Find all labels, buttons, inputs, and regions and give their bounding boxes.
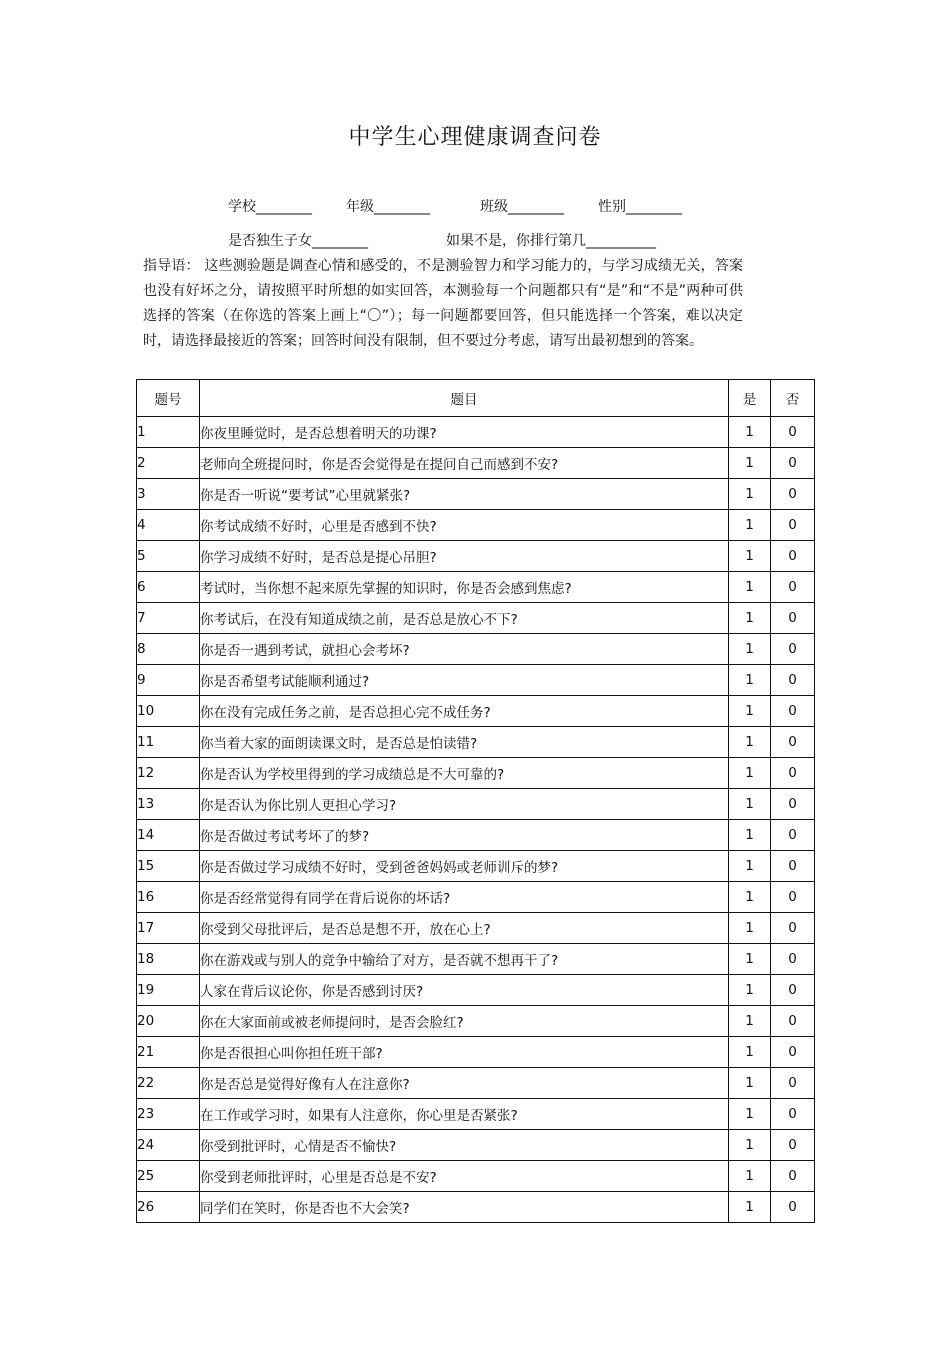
table-row	[137, 1161, 815, 1192]
question-number: 5	[137, 541, 200, 572]
question-number: 21	[137, 1037, 200, 1068]
question-text: 你是否认为学校里得到的学习成绩总是不大可靠的?	[200, 758, 729, 789]
answer-no[interactable]: 0	[771, 1006, 815, 1037]
question-text: 你在大家面前或被老师提问时，是否会脸红?	[200, 1006, 729, 1037]
table-row	[137, 851, 815, 882]
question-number: 22	[137, 1068, 200, 1099]
header-no: 否	[771, 380, 815, 417]
answer-no[interactable]: 0	[771, 510, 815, 541]
question-text: 你是否一遇到考试，就担心会考坏?	[200, 634, 729, 665]
answer-yes[interactable]: 1	[729, 789, 771, 820]
question-text: 考试时，当你想不起来原先掌握的知识时，你是否会感到焦虑?	[200, 572, 729, 603]
question-text: 你是否很担心叫你担任班干部?	[200, 1037, 729, 1068]
answer-no[interactable]: 0	[771, 1068, 815, 1099]
question-number: 2	[137, 448, 200, 479]
question-text: 你是否希望考试能顺利通过?	[200, 665, 729, 696]
birth-rank-field[interactable]: 如果不是，你排行第几__________	[446, 233, 656, 249]
school-field[interactable]: 学校________	[228, 199, 312, 215]
question-number: 20	[137, 1006, 200, 1037]
question-text: 同学们在笑时，你是否也不大会笑?	[200, 1192, 729, 1223]
question-text: 你当着大家的面朗读课文时，是否总是怕读错?	[200, 727, 729, 758]
page-title: 中学生心理健康调查问卷	[348, 125, 602, 150]
header-question: 题目	[200, 380, 729, 417]
answer-yes[interactable]: 1	[729, 975, 771, 1006]
answer-yes[interactable]: 1	[729, 417, 771, 448]
question-text: 你是否经常觉得有同学在背后说你的坏话?	[200, 882, 729, 913]
answer-no[interactable]: 0	[771, 634, 815, 665]
table-row	[137, 1037, 815, 1068]
answer-no[interactable]: 0	[771, 1099, 815, 1130]
class-field[interactable]: 班级________	[480, 199, 564, 215]
question-number: 26	[137, 1192, 200, 1223]
question-number: 19	[137, 975, 200, 1006]
question-text: 你在没有完成任务之前，是否总担心完不成任务?	[200, 696, 729, 727]
question-number: 16	[137, 882, 200, 913]
question-number: 9	[137, 665, 200, 696]
info-row-family	[228, 230, 656, 250]
answer-no[interactable]: 0	[771, 758, 815, 789]
table-row	[137, 882, 815, 913]
question-text: 你学习成绩不好时，是否总是提心吊胆?	[200, 541, 729, 572]
header-number: 题号	[137, 380, 200, 417]
table-row	[137, 1068, 815, 1099]
question-text: 你是否做过学习成绩不好时，受到爸爸妈妈或老师训斥的梦?	[200, 851, 729, 882]
answer-no[interactable]: 0	[771, 448, 815, 479]
table-row	[137, 1099, 815, 1130]
answer-yes[interactable]: 1	[729, 1161, 771, 1192]
answer-no[interactable]: 0	[771, 975, 815, 1006]
answer-yes[interactable]: 1	[729, 882, 771, 913]
table-row	[137, 789, 815, 820]
answer-yes[interactable]: 1	[729, 944, 771, 975]
answer-no[interactable]: 0	[771, 417, 815, 448]
answer-no[interactable]: 0	[771, 572, 815, 603]
answer-yes[interactable]: 1	[729, 479, 771, 510]
answer-yes[interactable]: 1	[729, 448, 771, 479]
answer-yes[interactable]: 1	[729, 851, 771, 882]
table-row	[137, 727, 815, 758]
question-text: 你是否做过考试考坏了的梦?	[200, 820, 729, 851]
question-number: 18	[137, 944, 200, 975]
question-text: 你是否一听说“要考试”心里就紧张?	[200, 479, 729, 510]
answer-no[interactable]: 0	[771, 913, 815, 944]
answer-yes[interactable]: 1	[729, 665, 771, 696]
question-number: 15	[137, 851, 200, 882]
answer-yes[interactable]: 1	[729, 510, 771, 541]
question-number: 14	[137, 820, 200, 851]
answer-yes[interactable]: 1	[729, 820, 771, 851]
question-number: 24	[137, 1130, 200, 1161]
answer-yes[interactable]: 1	[729, 1192, 771, 1223]
table-row	[137, 1130, 815, 1161]
table-row	[137, 1192, 815, 1223]
question-number: 4	[137, 510, 200, 541]
answer-no[interactable]: 0	[771, 479, 815, 510]
answer-yes[interactable]: 1	[729, 541, 771, 572]
answer-no[interactable]: 0	[771, 727, 815, 758]
table-row	[137, 603, 815, 634]
table-row	[137, 634, 815, 665]
table-row	[137, 510, 815, 541]
header-yes: 是	[729, 380, 771, 417]
table-row	[137, 696, 815, 727]
question-text: 你受到父母批评后，是否总是想不开，放在心上?	[200, 913, 729, 944]
answer-yes[interactable]: 1	[729, 603, 771, 634]
question-number: 3	[137, 479, 200, 510]
answer-yes[interactable]: 1	[729, 634, 771, 665]
answer-no[interactable]: 0	[771, 882, 815, 913]
question-number: 8	[137, 634, 200, 665]
question-number: 1	[137, 417, 200, 448]
question-text: 你是否认为你比别人更担心学习?	[200, 789, 729, 820]
answer-no[interactable]: 0	[771, 696, 815, 727]
question-text: 在工作或学习时，如果有人注意你，你心里是否紧张?	[200, 1099, 729, 1130]
question-number: 7	[137, 603, 200, 634]
question-number: 11	[137, 727, 200, 758]
table-row	[137, 665, 815, 696]
answer-yes[interactable]: 1	[729, 1006, 771, 1037]
info-row-school	[228, 196, 682, 216]
question-text: 你受到批评时，心情是否不愉快?	[200, 1130, 729, 1161]
table-row	[137, 913, 815, 944]
table-row	[137, 758, 815, 789]
question-text: 你考试成绩不好时，心里是否感到不快?	[200, 510, 729, 541]
answer-yes[interactable]: 1	[729, 696, 771, 727]
table-row	[137, 975, 815, 1006]
answer-no[interactable]: 0	[771, 820, 815, 851]
question-text: 你是否总是觉得好像有人在注意你?	[200, 1068, 729, 1099]
only-child-field[interactable]: 是否独生子女________	[228, 233, 368, 249]
survey-table	[136, 379, 815, 1223]
question-text: 人家在背后议论你，你是否感到讨厌?	[200, 975, 729, 1006]
answer-yes[interactable]: 1	[729, 1037, 771, 1068]
answer-yes[interactable]: 1	[729, 1130, 771, 1161]
answer-yes[interactable]: 1	[729, 572, 771, 603]
table-row	[137, 479, 815, 510]
question-text: 你在游戏或与别人的竞争中输给了对方，是否就不想再干了?	[200, 944, 729, 975]
table-row	[137, 1006, 815, 1037]
answer-no[interactable]: 0	[771, 944, 815, 975]
table-row	[137, 417, 815, 448]
question-text: 你夜里睡觉时，是否总想着明天的功课?	[200, 417, 729, 448]
question-text: 老师向全班提问时，你是否会觉得是在提问自己而感到不安?	[200, 448, 729, 479]
question-text: 你受到老师批评时，心里是否总是不安?	[200, 1161, 729, 1192]
table-row	[137, 541, 815, 572]
question-text: 你考试后，在没有知道成绩之前，是否总是放心不下?	[200, 603, 729, 634]
table-row	[137, 448, 815, 479]
question-number: 13	[137, 789, 200, 820]
question-number: 12	[137, 758, 200, 789]
question-number: 23	[137, 1099, 200, 1130]
answer-yes[interactable]: 1	[729, 913, 771, 944]
answer-no[interactable]: 0	[771, 1037, 815, 1068]
answer-no[interactable]: 0	[771, 851, 815, 882]
question-number: 25	[137, 1161, 200, 1192]
answer-yes[interactable]: 1	[729, 758, 771, 789]
answer-no[interactable]: 0	[771, 1161, 815, 1192]
answer-no[interactable]: 0	[771, 665, 815, 696]
answer-no[interactable]: 0	[771, 1192, 815, 1223]
table-row	[137, 820, 815, 851]
question-number: 6	[137, 572, 200, 603]
answer-yes[interactable]: 1	[729, 1099, 771, 1130]
question-number: 10	[137, 696, 200, 727]
answer-no[interactable]: 0	[771, 789, 815, 820]
answer-no[interactable]: 0	[771, 541, 815, 572]
gender-field[interactable]: 性别________	[598, 199, 682, 215]
table-row	[137, 944, 815, 975]
instructions-text: 指导语： 这些测验题是调查心情和感受的，不是测验智力和学习能力的，与学习成绩无关，答案也没有好坏之分，请按照平时所想的如实回答，本测验每一个问题都只有“是”和“不是”两种可供选择的答案（在你选的答案上画上“〇”）；每一问题都要回答，但只能选择一个答案，难以决定时，请选择最接近的答案；回答时间没有限制，但不要过分考虑，请写出最初想到的答案。	[143, 258, 743, 349]
answer-no[interactable]: 0	[771, 1130, 815, 1161]
question-number: 17	[137, 913, 200, 944]
table-header-row	[137, 380, 815, 417]
table-row	[137, 572, 815, 603]
grade-field[interactable]: 年级________	[346, 199, 430, 215]
answer-yes[interactable]: 1	[729, 1068, 771, 1099]
answer-yes[interactable]: 1	[729, 727, 771, 758]
answer-no[interactable]: 0	[771, 603, 815, 634]
